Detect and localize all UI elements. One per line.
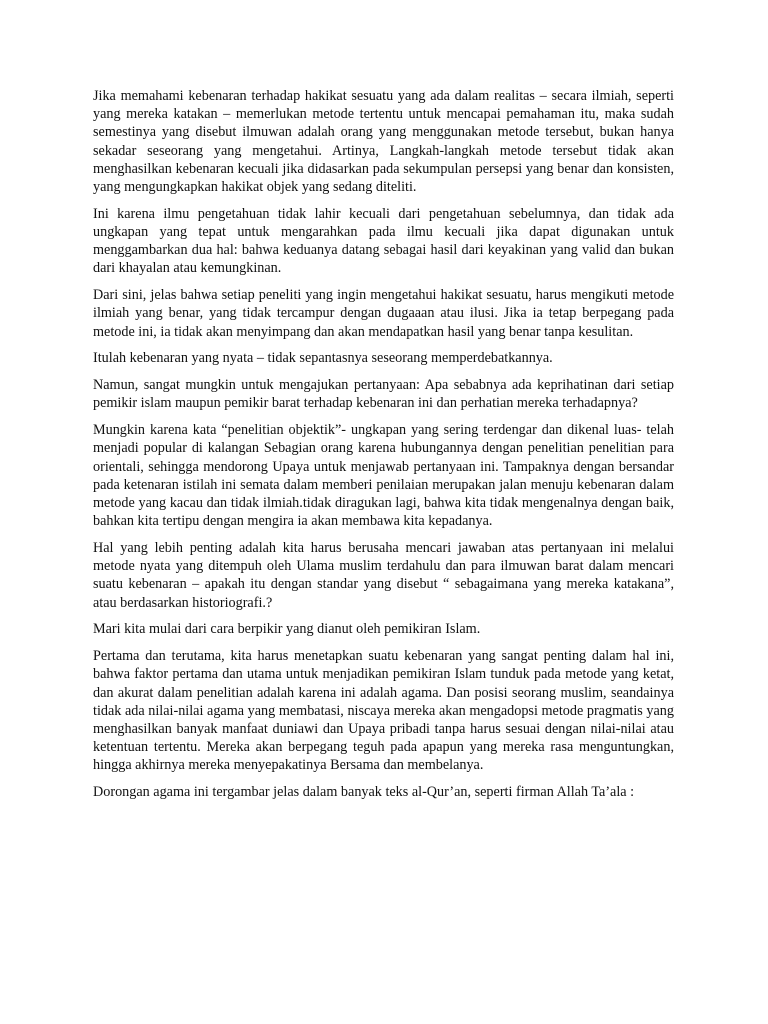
paragraph-2: Ini karena ilmu pengetahuan tidak lahir kecuali dari pengetahuan sebelumnya, dan tidak ada ungkapan yang tepat untuk mengarahkan pada ilmu kecuali jika dapat digunakan untuk menggambarkan dua hal: bahwa keduanya datang sebagai hasil dari keyakinan yang valid dan bukan dari khayalan atau kemungkinan. [93,205,674,277]
paragraph-9: Pertama dan terutama, kita harus menetapkan suatu kebenaran yang sangat penting dalam hal ini, bahwa faktor pertama dan utama untuk menjadikan pemikiran Islam tunduk pada metode yang ketat, dan akurat dalam penelitian adalah karena ini adalah agama. Dan posisi seorang muslim, seandainya tidak ada nilai-nilai agama yang membatasi, niscaya mereka akan mengadopsi metode pragmatis yang menghasilkan banyak manfaat duniawi dan Upaya pribadi tanpa harus sesuai dengan nilai-nilai atau ketentuan tertentu. Mereka akan berpegang teguh pada apapun yang mereka rasa menguntungkan, hingga akhirnya mereka menyepakatinya Bersama dan membelanya. [93,648,674,774]
paragraph-8: Mari kita mulai dari cara berpikir yang dianut oleh pemikiran Islam. [93,621,481,638]
paragraph-10: Dorongan agama ini tergambar jelas dalam banyak teks al-Qur’an, seperti firman Allah Ta’ala : [93,784,635,801]
document-page [93,87,674,810]
paragraph-3: Dari sini, jelas bahwa setiap peneliti yang ingin mengetahui hakikat sesuatu, harus mengikuti metode ilmiah yang benar, yang tidak tercampur dengan dugaaan atau ilusi. Jika ia tetap berpegang pada metode ini, ia tidak akan menyimpang dan akan mendapatkan hasil yang benar tanpa kesulitan. [93,287,674,340]
paragraph-6: Mungkin karena kata “penelitian objektik”- ungkapan yang sering terdengar dan dikenal luas- telah menjadi popular di kalangan Sebagian orang karena hubungannya dengan penelitian penelitian para orientali, sehingga mendorong Upaya untuk menjawab pertanyaan ini. Tampaknya dengan bersandar pada ketenaran istilah ini semata dalam memberi penilaian merupakan jalan menuju kebenaran dalam metode yang kacau dan tidak ilmiah.tidak diragukan lagi, bahwa kita tidak mengenalnya dengan baik, bahkan kita tertipu dengan mengira ia akan membawa kita kepadanya. [93,422,674,530]
paragraph-5: Namun, sangat mungkin untuk mengajukan pertanyaan: Apa sebabnya ada keprihatinan dari setiap pemikir islam maupun pemikir barat terhadap kebenaran ini dan perhatian mereka terhadapnya? [93,377,674,412]
paragraph-4: Itulah kebenaran yang nyata – tidak sepantasnya seseorang memperdebatkannya. [93,350,553,367]
paragraph-7: Hal yang lebih penting adalah kita harus berusaha mencari jawaban atas pertanyaan ini melalui metode nyata yang ditempuh oleh Ulama muslim terdahulu dan para ilmuwan barat dalam mencari suatu kebenaran – apakah itu dengan standar yang disebut “ sebagaimana yang mereka katakana”, atau berdasarkan historiografi.? [93,540,674,611]
paragraph-1: Jika memahami kebenaran terhadap hakikat sesuatu yang ada dalam realitas – secara ilmiah, seperti yang mereka katakan – memerlukan metode tertentu untuk mencapai pemahaman itu, maka sudah semestinya yang disebut ilmuwan adalah orang yang menggunakan metode tersebut, bukan hanya sekadar seseorang yang mengetahui. Artinya, Langkah-langkah metode tersebut tidak akan menghasilkan kebenaran kecuali jika didasarkan pada sekumpulan persepsi yang benar dan konsisten, yang mengungkapkan hakikat objek yang sedang diteliti. [93,88,674,196]
